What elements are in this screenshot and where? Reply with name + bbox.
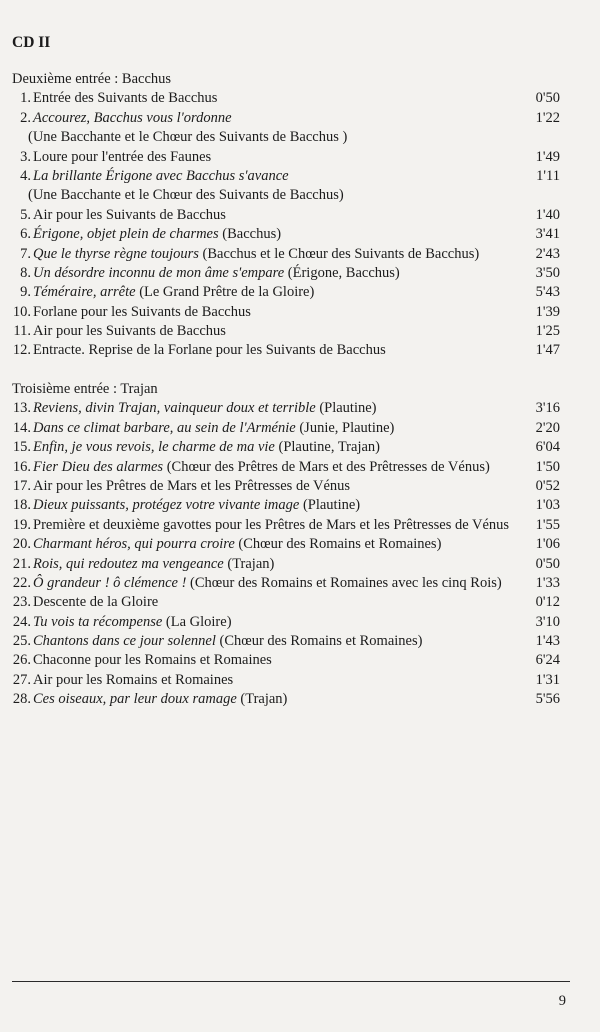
track-duration: 0'50 — [535, 555, 560, 572]
section-heading: Deuxième entrée : Bacchus — [12, 71, 172, 87]
track-duration: 0'12 — [535, 594, 560, 611]
track-title-plain: (Chœur des Romains et Romaines) — [215, 633, 423, 650]
track-title-italic: Enfin, je vous revois, le charme de ma vie — [33, 439, 275, 456]
track-duration: 1'55 — [535, 516, 560, 533]
track-title-plain: (Le Grand Prêtre de la Gloire) — [135, 284, 315, 301]
track-row — [12, 225, 560, 244]
track-title-plain: Air pour les Suivants de Bacchus — [33, 206, 226, 223]
track-title-italic: Accourez, Bacchus vous l'ordonne — [33, 109, 232, 126]
track-row — [12, 458, 560, 477]
track-duration: 3'16 — [535, 400, 560, 417]
track-row — [12, 671, 560, 690]
track-title — [31, 593, 516, 612]
track-title-plain: Air pour les Romains et Romaines — [33, 671, 234, 688]
track-row — [12, 167, 560, 186]
track-title — [31, 690, 516, 709]
track-number: 19. — [12, 516, 31, 533]
track-row — [12, 283, 560, 302]
track-number: 3. — [20, 148, 31, 165]
track-title-plain: Descente de la Gloire — [33, 594, 159, 611]
track-title-plain: (Chœur des Romains et Romaines) — [234, 536, 442, 553]
track-title — [31, 651, 516, 670]
track-title — [31, 419, 516, 438]
track-title-plain: (Plautine) — [315, 400, 377, 417]
track-duration: 1'03 — [535, 497, 560, 514]
track-row — [12, 613, 560, 632]
track-title-italic: Fier Dieu des alarmes — [33, 458, 164, 475]
track-row — [12, 477, 560, 496]
track-number: 2. — [20, 109, 31, 126]
track-title-plain: (Bacchus) — [218, 226, 282, 243]
track-list — [12, 399, 560, 709]
track-duration: 1'25 — [535, 323, 560, 340]
track-number: 10. — [12, 303, 31, 320]
track-title-plain: Air pour les Suivants de Bacchus — [33, 323, 226, 340]
track-row — [12, 438, 560, 457]
track-duration: 1'31 — [535, 671, 560, 688]
track-row — [12, 245, 560, 264]
track-number: 18. — [12, 497, 31, 514]
track-performers-line: (Une Bacchante et le Chœur des Suivants de Bacchus ) — [28, 129, 348, 146]
track-title-italic: Reviens, divin Trajan, vainqueur doux et terrible — [33, 400, 316, 417]
track-title-italic: Ô grandeur ! ô clémence ! — [33, 574, 187, 591]
track-title-italic: Téméraire, arrête — [33, 284, 136, 301]
track-title — [31, 283, 516, 302]
track-title-plain: (Plautine, Trajan) — [274, 439, 380, 456]
track-number: 14. — [12, 419, 31, 436]
track-title — [31, 632, 516, 651]
track-row — [12, 206, 560, 225]
track-duration: 1'11 — [536, 167, 560, 184]
track-title — [31, 245, 516, 264]
track-row — [12, 89, 560, 108]
track-title — [31, 535, 516, 554]
track-title — [31, 496, 516, 515]
track-number: 1. — [20, 90, 31, 107]
track-title — [31, 109, 516, 128]
track-title — [31, 458, 516, 477]
track-duration: 1'22 — [535, 109, 560, 126]
track-row — [12, 651, 560, 670]
track-row — [12, 535, 560, 554]
track-title — [31, 264, 516, 283]
track-number: 17. — [12, 477, 31, 494]
track-title-plain: (Érigone, Bacchus) — [284, 264, 400, 281]
track-row — [12, 264, 560, 283]
track-duration: 5'43 — [535, 284, 560, 301]
track-duration: 3'10 — [535, 613, 560, 630]
track-title — [31, 225, 516, 244]
track-duration: 1'49 — [535, 148, 560, 165]
track-title — [31, 438, 516, 457]
track-duration: 6'24 — [535, 652, 560, 669]
track-number: 7. — [20, 245, 31, 262]
track-number: 15. — [12, 439, 31, 456]
track-title-italic: Tu vois ta récompense — [33, 613, 163, 630]
track-number: 13. — [12, 400, 31, 417]
track-number: 21. — [12, 555, 31, 572]
track-duration: 0'52 — [535, 477, 560, 494]
track-row — [12, 555, 560, 574]
track-number: 28. — [12, 691, 31, 708]
track-title — [31, 322, 516, 341]
track-row — [12, 341, 560, 360]
section-deuxieme-entree — [12, 70, 560, 361]
track-title-italic: Charmant héros, qui pourra croire — [33, 536, 235, 553]
track-title-plain: (Plautine) — [299, 497, 361, 514]
track-title — [31, 303, 516, 322]
track-title-plain: Forlane pour les Suivants de Bacchus — [33, 303, 251, 320]
track-row — [12, 419, 560, 438]
track-number: 27. — [12, 671, 31, 688]
track-title-plain: (La Gloire) — [162, 613, 232, 630]
track-title — [31, 167, 516, 186]
track-number: 16. — [12, 458, 31, 475]
track-number: 5. — [20, 206, 31, 223]
track-title-plain: (Trajan) — [236, 691, 288, 708]
track-duration: 1'40 — [535, 206, 560, 223]
track-number: 23. — [12, 594, 31, 611]
track-title — [31, 613, 516, 632]
track-title-italic: Dans ce climat barbare, au sein de l'Arménie — [33, 419, 296, 436]
track-number: 24. — [12, 613, 31, 630]
track-number: 9. — [20, 284, 31, 301]
track-duration: 0'50 — [535, 90, 560, 107]
track-title-plain: (Junie, Plautine) — [295, 419, 395, 436]
track-title — [31, 89, 516, 108]
track-title-plain: (Trajan) — [223, 555, 275, 572]
track-duration: 1'43 — [535, 633, 560, 650]
track-duration: 3'41 — [535, 226, 560, 243]
track-row — [12, 496, 560, 515]
track-duration: 1'06 — [535, 536, 560, 553]
track-row — [12, 303, 560, 322]
track-number: 20. — [12, 536, 31, 553]
track-title-plain: Chaconne pour les Romains et Romaines — [33, 652, 272, 669]
track-number: 6. — [20, 226, 31, 243]
track-title-italic: Que le thyrse règne toujours — [33, 245, 199, 262]
track-title-italic: Un désordre inconnu de mon âme s'empare — [33, 264, 285, 281]
track-duration: 1'47 — [535, 342, 560, 359]
track-number: 22. — [12, 574, 31, 591]
track-title — [31, 574, 516, 593]
track-title-plain: Entrée des Suivants de Bacchus — [33, 90, 218, 107]
track-title — [31, 555, 516, 574]
track-row — [12, 593, 560, 612]
track-list — [12, 89, 560, 360]
track-title-italic: Érigone, objet plein de charmes — [33, 226, 219, 243]
track-title-plain: (Chœur des Romains et Romaines avec les cinq Rois) — [186, 574, 502, 591]
track-row — [12, 109, 560, 128]
track-performers-line: (Une Bacchante et le Chœur des Suivants de Bacchus) — [28, 187, 344, 204]
track-title — [31, 516, 516, 535]
track-duration: 1'39 — [535, 303, 560, 320]
track-duration: 2'20 — [535, 419, 560, 436]
track-title — [31, 399, 516, 418]
track-row — [12, 322, 560, 341]
track-title-plain: (Chœur des Prêtres de Mars et des Prêtresses de Vénus) — [163, 458, 490, 475]
page-number: 9 — [558, 993, 566, 1009]
page-title: CD II — [12, 34, 51, 51]
track-duration: 1'33 — [535, 574, 560, 591]
track-duration: 2'43 — [535, 245, 560, 262]
track-title-italic: La brillante Érigone avec Bacchus s'avance — [33, 167, 289, 184]
track-row — [12, 632, 560, 651]
track-title — [31, 477, 516, 496]
track-title — [31, 148, 516, 167]
track-row — [12, 516, 560, 535]
track-number: 4. — [20, 167, 31, 184]
track-duration: 6'04 — [535, 439, 560, 456]
track-duration: 3'50 — [535, 264, 560, 281]
track-title-plain: Loure pour l'entrée des Faunes — [33, 148, 212, 165]
track-row — [12, 399, 560, 418]
track-number: 11. — [13, 323, 31, 340]
track-title-plain: Entracte. Reprise de la Forlane pour les Suivants de Bacchus — [33, 342, 386, 359]
track-duration: 5'56 — [535, 691, 560, 708]
track-number: 8. — [20, 264, 31, 281]
track-number: 25. — [12, 633, 31, 650]
track-title-italic: Dieux puissants, protégez votre vivante image — [33, 497, 300, 514]
section-troisieme-entree — [12, 380, 560, 710]
track-number: 26. — [12, 652, 31, 669]
track-title-plain: (Bacchus et le Chœur des Suivants de Bacchus) — [198, 245, 480, 262]
track-row — [12, 690, 560, 709]
track-title — [31, 206, 516, 225]
track-title — [31, 671, 516, 690]
footer-rule — [12, 981, 570, 982]
track-title — [31, 341, 516, 360]
section-heading: Troisième entrée : Trajan — [12, 381, 158, 397]
track-row — [12, 574, 560, 593]
track-duration: 1'50 — [535, 458, 560, 475]
track-title-plain: Air pour les Prêtres de Mars et les Prêtresses de Vénus — [33, 477, 351, 494]
track-title-italic: Chantons dans ce jour solennel — [33, 633, 216, 650]
track-title-italic: Ces oiseaux, par leur doux ramage — [33, 691, 237, 708]
track-title-plain: Première et deuxième gavottes pour les Prêtres de Mars et les Prêtresses de Vénus — [33, 516, 510, 533]
track-row — [12, 148, 560, 167]
track-title-italic: Rois, qui redoutez ma vengeance — [33, 555, 224, 572]
track-number: 12. — [12, 342, 31, 359]
